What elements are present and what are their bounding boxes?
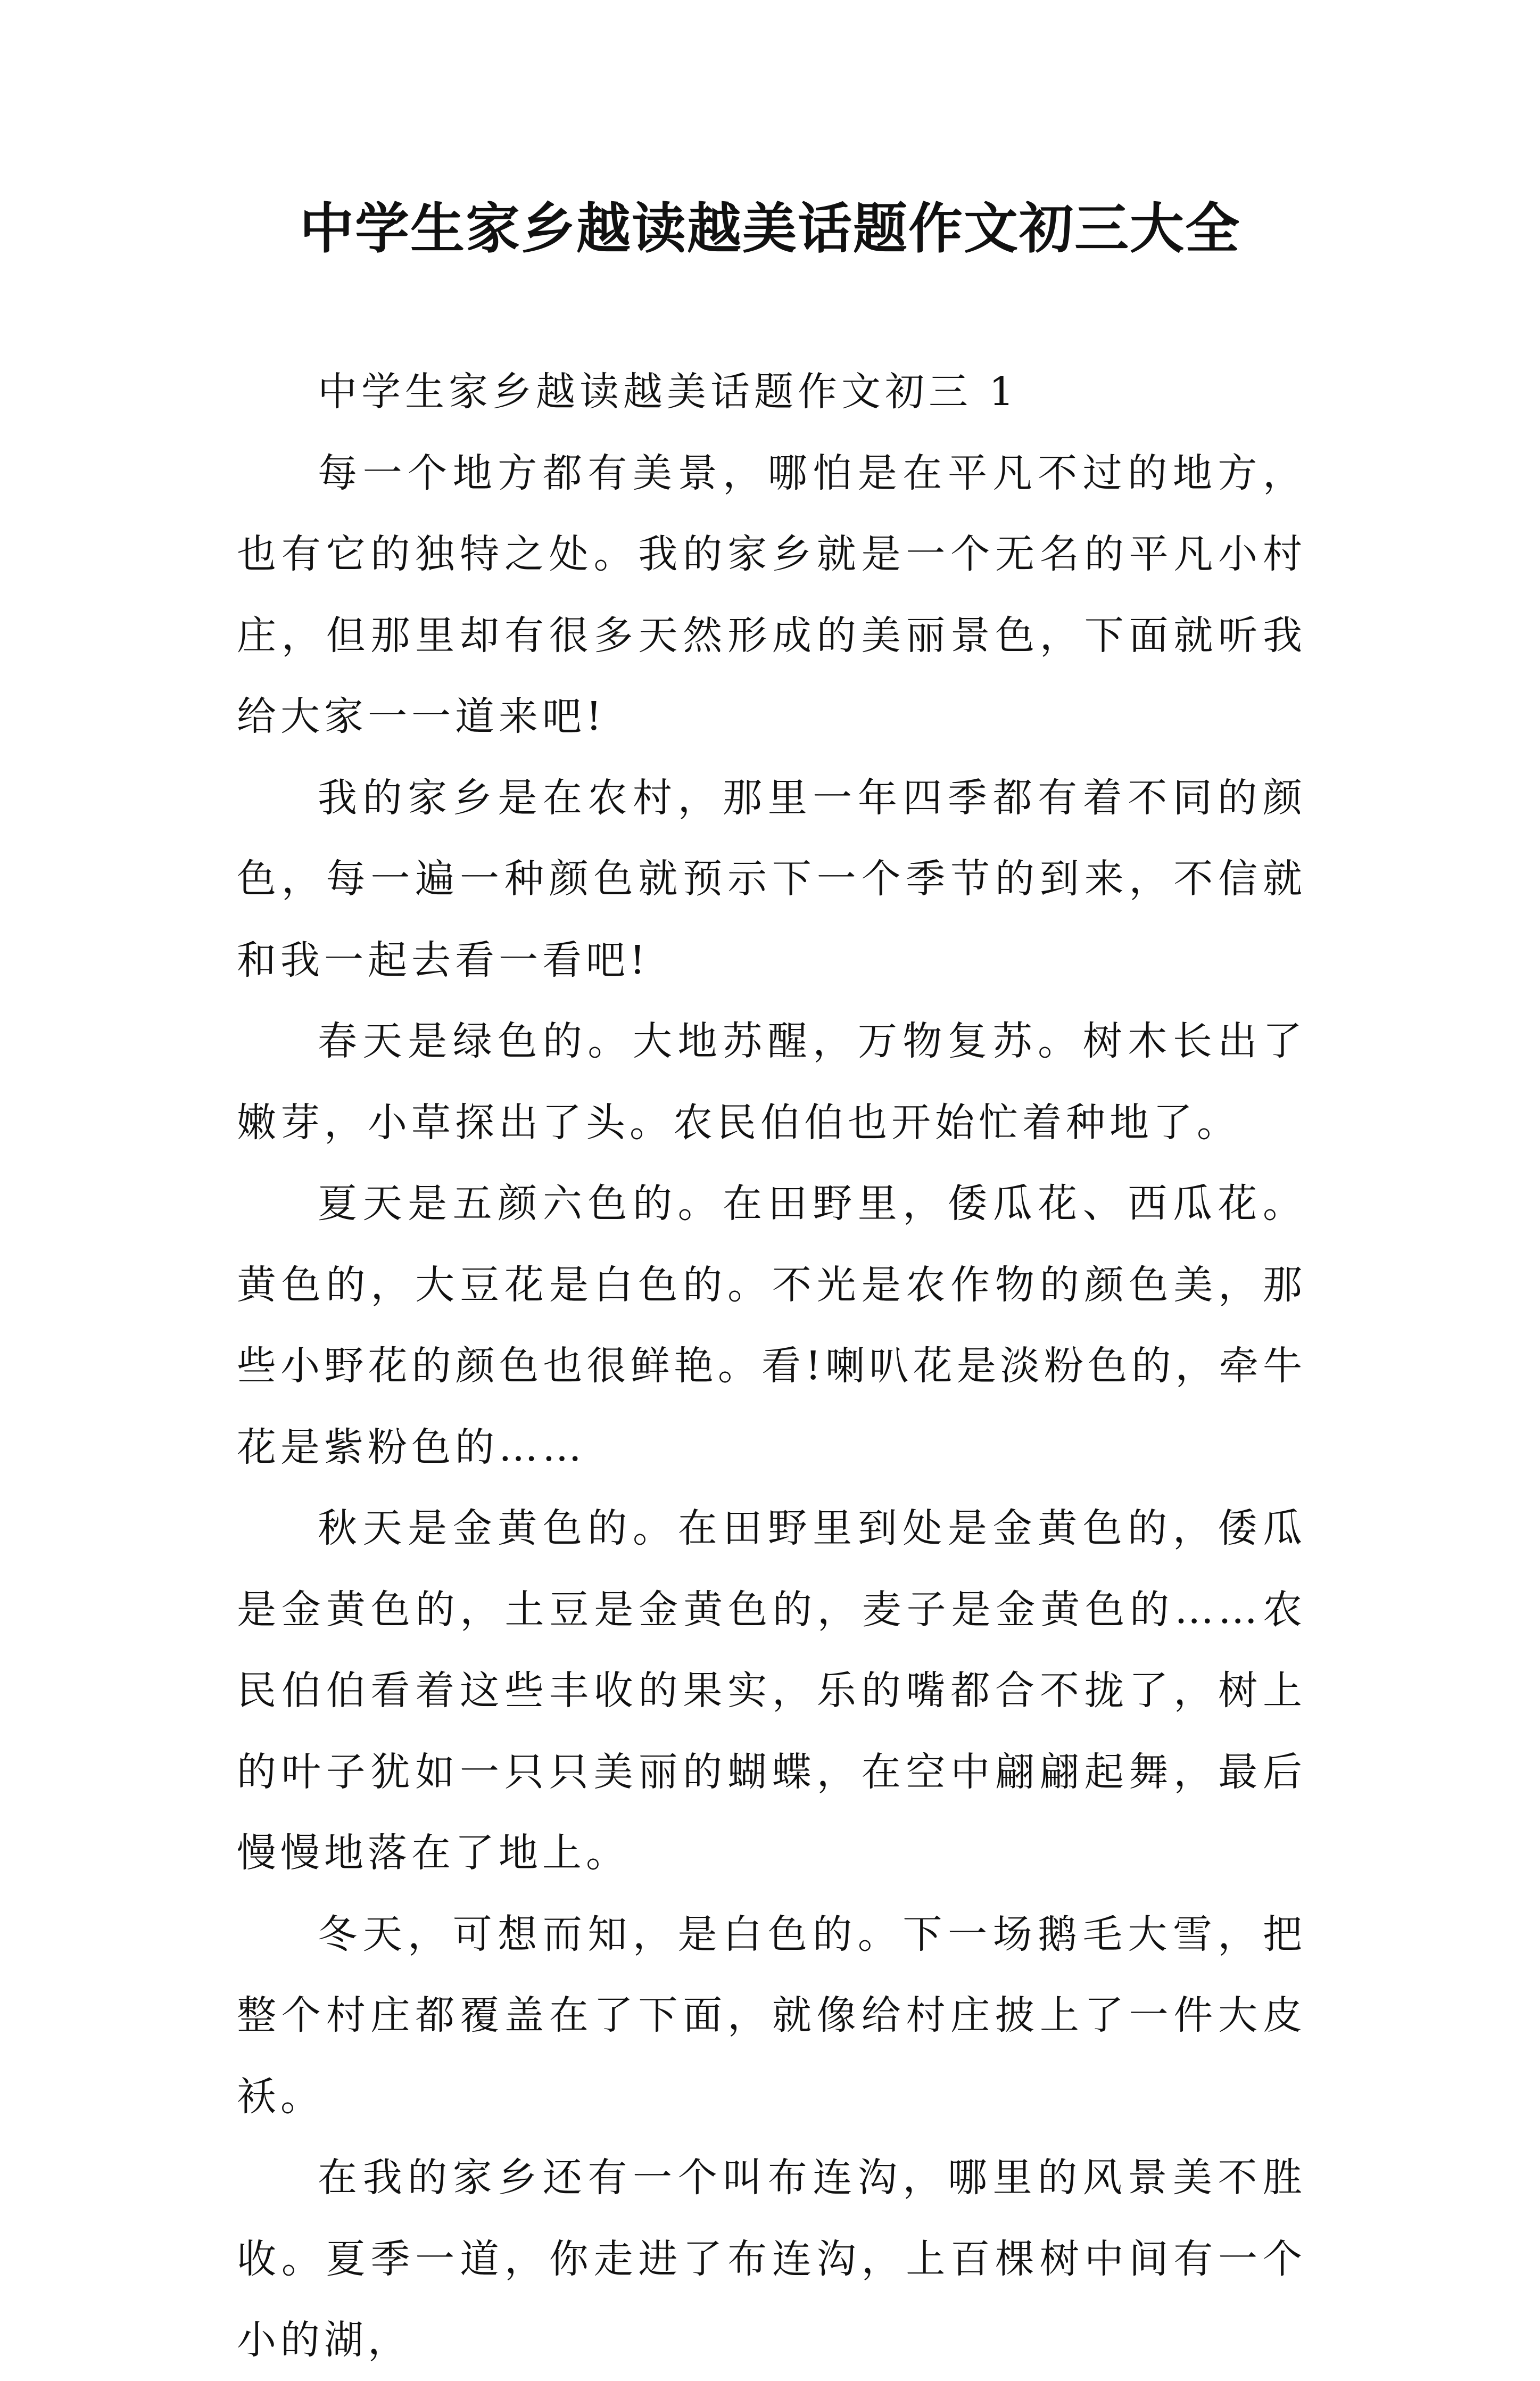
paragraph: 每一个地方都有美景，哪怕是在平凡不过的地方，也有它的独特之处。我的家乡就是一个无名的平凡小村庄，但那里却有很多天然形成的美丽景色，下面就听我给大家一一道来吧! bbox=[237, 450, 1306, 739]
document-body bbox=[237, 351, 1306, 2381]
paragraph: 夏天是五颜六色的。在田野里，倭瓜花、西瓜花。黄色的，大豆花是白色的。不光是农作物的颜色美，那些小野花的颜色也很鲜艳。看!喇叭花是淡粉色的，牵牛花是紫粉色的…… bbox=[237, 1181, 1306, 1470]
document-title: 中学生家乡越读越美话题作文初三大全 bbox=[300, 197, 1240, 261]
paragraph: 冬天，可想而知，是白色的。下一场鹅毛大雪，把整个村庄都覆盖在了下面，就像给村庄披上了一件大皮袄。 bbox=[237, 1911, 1306, 2120]
paragraph: 我的家乡是在农村，那里一年四季都有着不同的颜色，每一遍一种颜色就预示下一个季节的到来，不信就和我一起去看一看吧! bbox=[237, 775, 1306, 983]
paragraph: 秋天是金黄色的。在田野里到处是金黄色的，倭瓜是金黄色的，土豆是金黄色的，麦子是金黄色的……农民伯伯看着这些丰收的果实，乐的嘴都合不拢了，树上的叶子犹如一只只美丽的蝴蝶，在空中翩翩起舞，最后慢慢地落在了地上。 bbox=[237, 1505, 1306, 1876]
paragraph: 春天是绿色的。大地苏醒，万物复苏。树木长出了嫩芽，小草探出了头。农民伯伯也开始忙着种地了。 bbox=[237, 1018, 1306, 1146]
essay-subtitle: 中学生家乡越读越美话题作文初三 1 bbox=[318, 369, 1019, 415]
paragraph: 在我的家乡还有一个叫布连沟，哪里的风景美不胜收。夏季一道，你走进了布连沟，上百棵树中间有一个小的湖， bbox=[237, 2155, 1306, 2363]
